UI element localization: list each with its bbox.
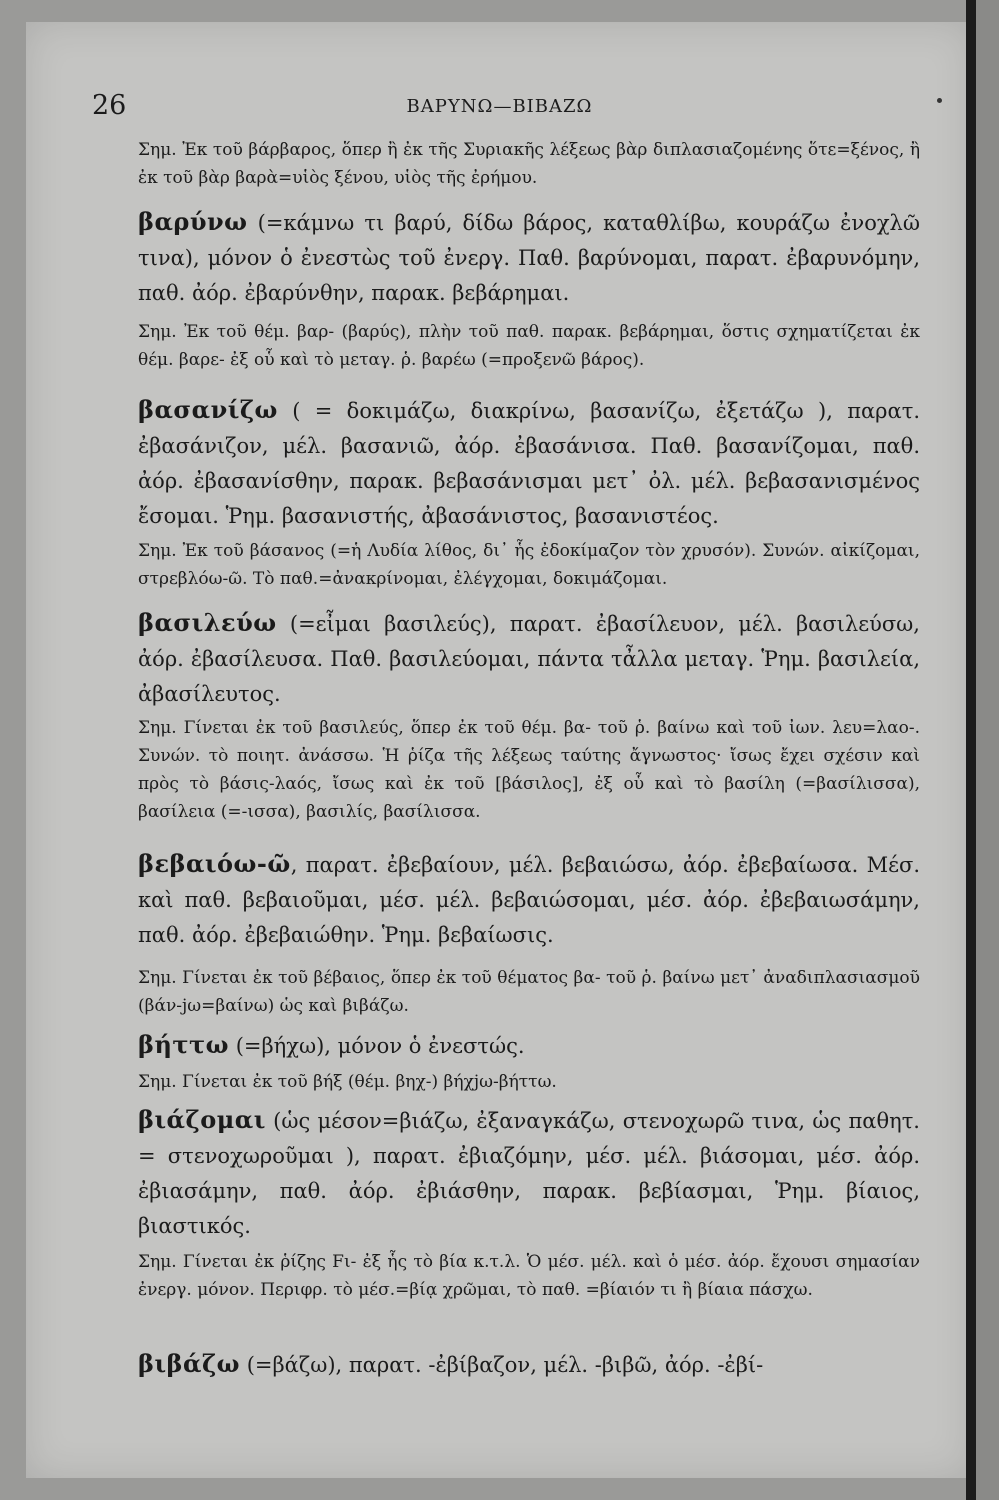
headword: βαρύνω — [138, 207, 248, 236]
entry-text: (=βάζω), παρατ. -ἐβίβαζον, μέλ. -βιβῶ, ἀόρ. -ἐβί- — [240, 1353, 764, 1377]
entry-viazomai — [92, 1102, 920, 1244]
entry-varyno — [92, 204, 920, 311]
page-number: 26 — [92, 90, 127, 121]
headword: βεβαιόω-ῶ — [138, 849, 291, 878]
note-varyno: Σημ. Ἐκ τοῦ θέμ. βαρ- (βαρύς), πλὴν τοῦ παθ. παρακ. βεβάρημαι, ὅστις σχηματίζεται ἐκ θέμ. βαρε- ἐξ οὗ καὶ τὸ μεταγ. ῥ. βαρέω (=προξενῶ βάρος). — [138, 322, 920, 370]
page-edge — [966, 0, 976, 1500]
headword: βιάζομαι — [138, 1105, 266, 1134]
scan-margin — [976, 0, 999, 1500]
entry-text: (=βήχω), μόνον ὁ ἐνεστώς. — [229, 1034, 525, 1058]
entry-text: (=κάμνω τι βαρύ, δίδω βάρος, καταθλίβω, κουράζω ἐνοχλῶ τινα), μόνον ὁ ἐνεστὼς τοῦ ἐνεργ. Παθ. βαρύνομαι, παρατ. ἐβαρυνόμην, παθ. ἀόρ. ἐβαρύνθην, παρακ. βεβάρημαι. — [138, 211, 920, 305]
page-header — [92, 90, 907, 124]
entry-text: ( = δοκιμάζω, διακρίνω, βασανίζω, ἐξετάζω ), παρατ. ἐβασάνιζον, μέλ. βασανιῶ, ἀόρ. ἐβασάνισα. Παθ. βασανίζομαι, παθ. ἀόρ. ἐβασανίσθην, παρακ. βεβασάνισμαι μετ᾽ ὀλ. μέλ. βεβασανισμένος ἔσομαι. Ῥημ. βασανιστής, ἀβασάνιστος, βασανιστέος. — [138, 399, 920, 528]
entry-vasileuo — [92, 605, 920, 712]
entry-vivazo — [92, 1346, 920, 1383]
entry-vitto — [92, 1027, 920, 1064]
note-vasanizo: Σημ. Ἐκ τοῦ βάσανος (=ἡ Λυδία λίθος, δι᾽ ἧς ἐδοκίμαζον τὸν χρυσόν). Συνών. αἰκίζομαι, στρεβλόω-ῶ. Τὸ παθ.=ἀνακρίνομαι, ἐλέγχομαι, δοκιμάζομαι. — [138, 541, 920, 589]
headword: βιβάζω — [138, 1349, 241, 1378]
note-vitto: Σημ. Γίνεται ἐκ τοῦ βήξ (θέμ. βηχ-) βήχjω-βήττω. — [138, 1072, 557, 1092]
entry-vasanizo — [92, 392, 920, 534]
note-barbaros: Σημ. Ἐκ τοῦ βάρβαρος, ὅπερ ἢ ἐκ τῆς Συριακῆς λέξεως βὰρ διπλασιαζομένης ὅτε=ξένος, ἢ ἐκ τοῦ βὰρ βαρὰ=υἱὸς ξένου, υἱὸς τῆς ἐρήμου. — [138, 140, 920, 188]
note-veveoo: Σημ. Γίνεται ἐκ τοῦ βέβαιος, ὅπερ ἐκ τοῦ θέματος βα- τοῦ ῥ. βαίνω μετ᾽ ἀναδιπλασιασμοῦ (βάν-jω=βαίνω) ὡς καὶ βιβάζω. — [138, 968, 920, 1016]
note-viazomai: Σημ. Γίνεται ἐκ ῥίζης Fι- ἐξ ἧς τὸ βία κ.τ.λ. Ὁ μέσ. μέλ. καὶ ὁ μέσ. ἀόρ. ἔχουσι σημασίαν ἐνεργ. μόνον. Περιφρ. τὸ μέσ.=βίᾳ χρῶμαι, τὸ παθ. =βίαιόν τι ἢ βίαια πάσχω. — [138, 1252, 920, 1300]
entry-text: (ὡς μέσον=βιάζω, ἐξαναγκάζω, στενοχωρῶ τινα, ὡς παθητ. = στενοχωροῦμαι ), παρατ. ἐβιαζόμην, μέσ. μέλ. βιάσομαι, μέσ. ἀόρ. ἐβιασάμην, παθ. ἀόρ. ἐβιάσθην, παρακ. βεβίασμαι, Ῥημ. βίαιος, βιαστικός. — [138, 1109, 920, 1238]
note-vasileuo: Σημ. Γίνεται ἐκ τοῦ βασιλεύς, ὅπερ ἐκ τοῦ θέμ. βα- τοῦ ῥ. βαίνω καὶ τοῦ ἰων. λευ=λαο-. Συνών. τὸ ποιητ. ἀνάσσω. Ἡ ῥίζα τῆς λέξεως ταύτης ἄγνωστος· ἴσως ἔχει σχέσιν καὶ πρὸς τὸ βάσις-λαός, ἴσως καὶ ἐκ τοῦ [βάσιλος], ἐξ οὗ καὶ τὸ βασίλη (=βασίλισσα), βασίλεια (=-ισσα), βασιλίς, βασίλισσα. — [138, 718, 920, 822]
headword: βήττω — [138, 1030, 230, 1059]
entry-text: (=εἶμαι βασιλεύς), παρατ. ἐβασίλευον, μέλ. βασιλεύσω, ἀόρ. ἐβασίλευσα. Παθ. βασιλεύομαι, πάντα τἆλλα μεταγ. Ῥημ. βασιλεία, ἀβασίλευτος. — [138, 612, 920, 706]
headword: βασιλεύω — [138, 608, 277, 637]
entry-text: , παρατ. ἐβεβαίουν, μέλ. βεβαιώσω, ἀόρ. ἐβεβαίωσα. Μέσ. καὶ παθ. βεβαιοῦμαι, μέσ. μέλ. βεβαιώσομαι, μέσ. ἀόρ. ἐβεβαιωσάμην, παθ. ἀόρ. ἐβεβαιώθην. Ῥημ. βεβαίωσις. — [138, 853, 920, 947]
running-head: ΒΑΡΥΝΩ—ΒΙΒΑΖΩ — [406, 96, 593, 117]
entry-veveoo — [92, 846, 920, 953]
ink-speck — [937, 98, 942, 103]
headword: βασανίζω — [138, 395, 278, 424]
